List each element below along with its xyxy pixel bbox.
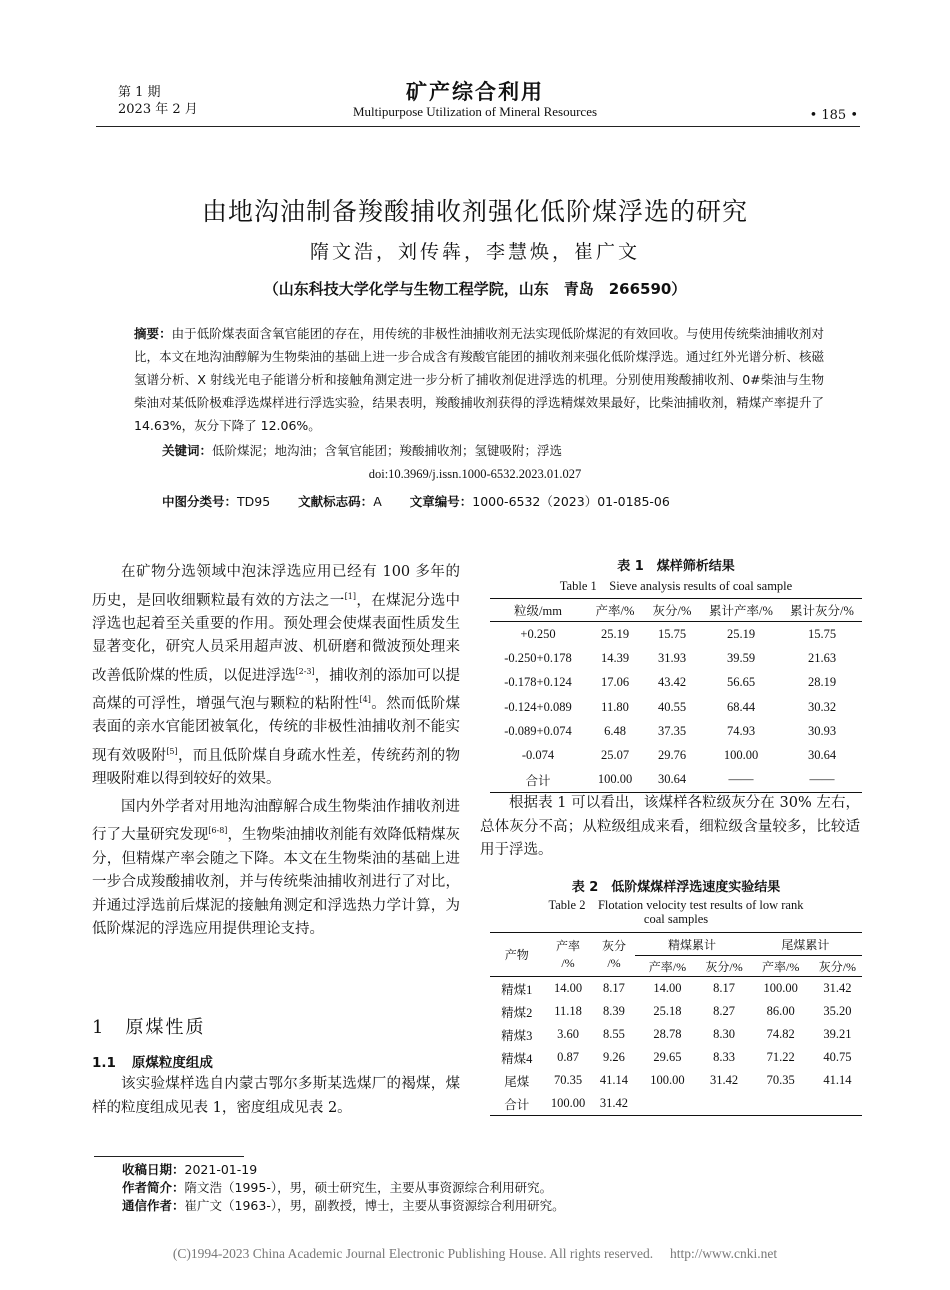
column-header: 灰分/% [813,956,862,977]
table-cell: 精煤3 [501,1028,533,1043]
table-cell: 31.42 [823,981,852,995]
table-row [490,719,862,743]
citation: [6-8] [208,826,228,836]
table-cell: +0.250 [520,626,556,641]
table-cell: 25.07 [600,748,630,763]
table-cell: 74.93 [726,723,756,738]
section-1-1-text: 该实验煤样选自内蒙古鄂尔多斯某选煤厂的褐煤，煤样的粒度组成见表 1，密度组成见表 2。 [92,1076,460,1116]
table-cell: 41.14 [599,1073,629,1087]
column-header: 累计产率/% [700,599,782,622]
table-cell: —— [700,768,782,793]
table-cell: -0.178+0.124 [504,675,572,690]
table-cell: 合计 [490,768,586,793]
table1-caption-en: Table 1 Sieve analysis results of coal sample [559,579,793,593]
column-header: 产物 [490,933,543,977]
table-cell: 15.75 [657,626,687,641]
table-row [490,1069,862,1092]
table-cell: 29.76 [657,748,687,763]
citation: [1] [344,591,356,601]
table2-caption-en-line2: coal samples [643,912,709,926]
intro-text [92,561,460,942]
column-header: 灰分 /% [593,933,636,977]
table-cell: 0.87 [557,1050,579,1064]
table-row [490,743,862,767]
table-row [490,1000,862,1023]
table-cell: 74.82 [766,1027,795,1041]
table-cell: 精煤2 [501,1005,533,1020]
table-row [490,768,862,793]
table-cell: 70.35 [766,1073,795,1087]
affiliation: （山东科技大学化学与生物工程学院，山东 青岛 266590） [263,280,687,298]
table-cell: 14.00 [553,981,583,995]
section-1-1-heading [92,1051,213,1071]
clc-label: 中图分类号： [162,494,238,509]
table-cell: 8.17 [603,981,625,995]
doc-code-value: A [373,494,382,509]
table-cell: 28.78 [653,1027,682,1041]
table-cell: 8.39 [603,1004,625,1018]
table-row [490,1046,862,1069]
copyright-notice: (C)1994-2023 China Academic Journal Electronic Publishing House. All rights reserved. http://www.cnki.net [172,1246,778,1261]
table-cell: 100.00 [586,768,644,793]
citation: [5] [166,746,178,756]
table-cell: 8.17 [713,981,735,995]
table-cell: 14.39 [600,650,630,665]
table-cell: -0.124+0.089 [504,699,572,714]
table-cell: 56.65 [726,675,756,690]
table-cell: 31.42 [593,1092,636,1116]
abstract-text: 由于低阶煤表面含氧官能团的存在，用传统的非极性油捕收剂无法实现低阶煤泥的有效回收。与使用传统柴油捕收剂对比，本文在地沟油醇解为生物柴油的基础上进一步合成含有羧酸官能团的捕收剂来强化低阶煤浮选。通过红外光谱分析、核磁氢谱分析、X 射线光电子能谱分析和接触角测定进一步分析了捕收剂促进浮选的机理。分别使用羧酸捕收剂、0#柴油与生物柴油对某低阶极难浮选煤样进行浮选实验，结果表明，羧酸捕收剂获得的浮选精煤效果最好，比柴油捕收剂，精煤产率提升了 14.63%，灰分下降了 12.06%。 [134,326,824,433]
table-row [490,1092,862,1116]
table-cell: 30.64 [644,768,700,793]
citation: [4] [359,695,371,705]
journal-title-en: Multipurpose Utilization of Mineral Resources [352,104,598,119]
intro-paragraph-1: 在矿物分选领域中泡沫浮选应用已经有 100 多年的历史，是回收细颗粒最有效的方法之一[1]，在煤泥分选中浮选也起着至关重要的作用。预处理会使煤表面性质发生显著变化，研究人员采用超声波、机研磨和微波预处理来改善低阶煤的性质，以促进浮选[2-3]，捕收剂的添加可以提高煤的可浮性，增强气泡与颗粒的粘附性[4]。然而低阶煤表面的亲水官能团被氧化，传统的非极性油捕收剂不能实现有效吸附[5]，而且低阶煤自身疏水性差，传统药剂的物理吸附难以得到较好的效果。 [92,564,461,788]
table-cell [813,1092,862,1116]
page-number: • 185 • [809,108,858,123]
citation: [2-3] [295,666,315,676]
table-cell: 6.48 [604,723,626,738]
issue-number: 第 1 期 [118,85,161,100]
table-row [490,1023,862,1046]
journal-title-cn: 矿产综合利用 [406,80,544,104]
table-cell: 8.30 [713,1027,735,1041]
intro-paragraph-2: 国内外学者对用地沟油醇解合成生物柴油作捕收剂进行了大量研究发现[6-8]，生物柴油捕收剂能有效降低精煤灰分，但精煤产率会随之下降。本文在生物柴油的基础上进一步合成羧酸捕收剂，并与传统柴油捕收剂进行了对比，并通过浮选前后煤泥的接触角测定和浮选热力学计算，为低阶煤泥的浮选应用提供理论支持。 [92,798,461,938]
table-cell [635,1092,699,1116]
column-header: 产率 /% [543,933,592,977]
column-header: 粒级/mm [490,599,586,622]
keywords-label: 关键词： [162,443,213,458]
article-number-label: 文章编号： [409,494,473,509]
table1-discussion: 根据表 1 可以看出，该煤样各粒级灰分在 30% 左右，总体灰分不高；从粒级组成来看，细粒级含量较多，比较适用于浮选。 [480,795,860,858]
table-cell: 39.59 [726,650,756,665]
author-bio: 作者简介：隋文浩（1995-），男，硕士研究生，主要从事资源综合利用研究。 [122,1180,553,1195]
table-cell: -0.074 [521,748,555,763]
footnotes [122,1161,565,1215]
classification-line [162,492,862,510]
keywords [162,441,824,459]
table-cell: 41.14 [823,1073,852,1087]
table-header-row [490,599,862,622]
table-cell: 40.75 [823,1050,852,1064]
table-cell: 8.55 [603,1027,625,1041]
table-row [490,671,862,695]
table-cell: 37.35 [657,723,687,738]
table-cell: 30.93 [807,723,837,738]
table1-caption-cn: 表 1 煤样筛析结果 [617,559,735,574]
section-title: 原煤粒度组成 [131,1055,213,1071]
table-cell: 精煤4 [501,1051,533,1066]
table-cell: 71.22 [766,1050,795,1064]
doi: doi:10.3969/j.issn.1000-6532.2023.01.027 [368,467,582,481]
column-header: 累计灰分/% [782,599,862,622]
section-number: 1.1 [92,1055,116,1071]
table-row [490,695,862,719]
table-cell: 40.55 [657,699,687,714]
table2-caption-cn: 表 2 低阶煤煤样浮选速度实验结果 [571,880,781,895]
table-cell: 68.44 [726,699,756,714]
table-cell [699,1092,748,1116]
table-cell: 25.19 [726,626,756,641]
table-cell: 39.21 [823,1027,852,1041]
table-cell: 25.18 [653,1004,682,1018]
table-cell: 100.00 [763,981,798,995]
table-cell: 合计 [490,1092,543,1116]
table-cell: 8.27 [713,1004,735,1018]
table-cell: -0.089+0.074 [504,723,572,738]
abstract [134,322,824,437]
table-cell: 精煤1 [501,982,533,997]
table-cell: 尾煤 [504,1074,530,1089]
table-row [490,646,862,670]
table-cell: 28.19 [807,675,837,690]
table-cell: 100.00 [723,748,759,763]
table-cell: -0.250+0.178 [504,650,572,665]
table-cell: —— [782,768,862,793]
table-cell: 43.42 [657,675,687,690]
column-header: 灰分/% [699,956,748,977]
table-row [490,977,862,1001]
table2-flotation-velocity [490,932,862,1116]
table-cell: 35.20 [823,1004,852,1018]
table-header-row [490,933,862,956]
table-cell: 29.65 [653,1050,682,1064]
table-cell: 11.18 [554,1004,582,1018]
section-1-heading [92,1013,205,1039]
column-header: 灰分/% [644,599,700,622]
corresponding-author: 通信作者：崔广文（1963-），男，副教授，博士，主要从事资源综合利用研究。 [122,1198,565,1213]
table-cell: 30.32 [807,699,837,714]
section-number: 1 [92,1017,106,1038]
table-cell: 11.80 [601,699,629,714]
table-cell: 70.35 [553,1073,583,1087]
issue-date: 2023 年 2 月 [118,102,198,117]
column-header: 产率/% [749,956,813,977]
table-cell: 15.75 [807,626,837,641]
table-cell: 31.93 [657,650,687,665]
table-cell: 17.06 [600,675,630,690]
footnote-rule [94,1156,244,1157]
keywords-text: 低阶煤泥；地沟油；含氧官能团；羧酸捕收剂；氢键吸附；浮选 [212,443,563,458]
table-cell: 30.64 [807,748,837,763]
table-cell: 31.42 [710,1073,739,1087]
header-rule [96,126,860,127]
article-number-value: 1000-6532（2023）01-0185-06 [472,494,670,509]
table-cell: 21.63 [807,650,837,665]
section-title: 原煤性质 [125,1017,206,1038]
column-group-header: 尾煤累计 [749,933,862,956]
doc-code-label: 文献标志码： [298,494,374,509]
table-cell: 9.26 [603,1050,625,1064]
table-cell: 100.00 [650,1073,685,1087]
table2-caption-en-line1: Table 2 Flotation velocity test results of low rank [548,898,804,912]
received-date: 收稿日期：2021-01-19 [122,1162,258,1177]
table-cell [749,1092,813,1116]
table-cell: 3.60 [557,1027,579,1041]
paper-title: 由地沟油制备羧酸捕收剂强化低阶煤浮选的研究 [201,197,748,226]
table-cell: 25.19 [600,626,630,641]
table-cell: 86.00 [766,1004,795,1018]
clc-value: TD95 [237,494,271,509]
table-cell: 100.00 [543,1092,592,1116]
column-header: 产率/% [586,599,644,622]
authors: 隋文浩，刘传犇，李慧焕，崔广文 [309,241,640,263]
table-row [490,622,862,647]
table-cell: 14.00 [653,981,682,995]
abstract-label: 摘要： [134,326,172,341]
column-header: 产率/% [635,956,699,977]
table-cell: 8.33 [713,1050,735,1064]
table1-sieve-analysis [490,598,862,793]
column-group-header: 精煤累计 [635,933,748,956]
